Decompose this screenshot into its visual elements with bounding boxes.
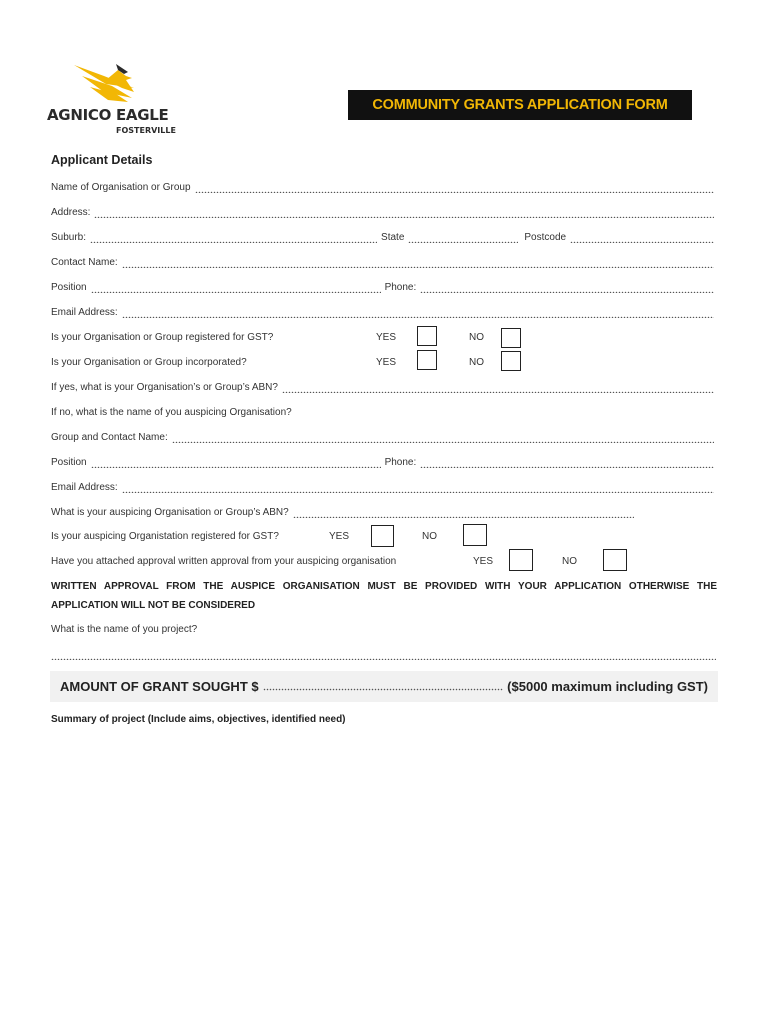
phone-label: Phone:	[384, 282, 417, 293]
project-name-question	[51, 622, 716, 638]
project-name-input-line[interactable]	[51, 651, 716, 660]
agnico-eagle-logo	[46, 62, 178, 140]
position-phone-row	[51, 280, 716, 296]
postcode-input-line[interactable]	[570, 234, 714, 243]
amount-input-line[interactable]	[263, 682, 504, 691]
org-name-field[interactable]	[51, 180, 716, 196]
abn-label: If yes, what is your Organisation’s or Group’s ABN?	[51, 382, 278, 393]
group-contact-field[interactable]	[51, 430, 716, 446]
amount-sought-bar	[50, 671, 718, 702]
auspice-gst-yes-label: YES	[329, 531, 350, 542]
position2-label: Position	[51, 457, 87, 468]
approval-label: Have you attached approval written approval from your auspicing organisation	[51, 556, 397, 567]
approval-yes-checkbox[interactable]	[509, 549, 533, 571]
brand-name: AGNICO EAGLE	[47, 106, 169, 124]
approval-no-checkbox[interactable]	[603, 549, 627, 571]
email-field[interactable]	[51, 305, 716, 321]
postcode-label: Postcode	[524, 232, 567, 243]
email2-field[interactable]	[51, 480, 716, 496]
position-label: Position	[51, 282, 87, 293]
auspice-abn-input-line[interactable]	[293, 509, 634, 518]
org-name-input-line[interactable]	[195, 184, 714, 193]
auspice-gst-no-label: NO	[422, 531, 437, 542]
auspice-question-label: If no, what is the name of you auspicing Organisation?	[51, 407, 292, 418]
group-contact-label: Group and Contact Name:	[51, 432, 168, 443]
group-contact-input-line[interactable]	[172, 434, 714, 443]
auspice-abn-label: What is your auspicing Organisation or Group’s ABN?	[51, 507, 289, 518]
gst-question	[51, 330, 351, 346]
summary-input-area[interactable]	[51, 735, 717, 1005]
eagle-icon	[46, 62, 178, 106]
gst-no-label: NO	[469, 332, 484, 343]
brand-site: FOSTERVILLE	[116, 126, 176, 135]
phone-input-line[interactable]	[420, 284, 714, 293]
email2-label: Email Address:	[51, 482, 118, 493]
incorporated-yes-label: YES	[376, 357, 397, 368]
abn-field[interactable]	[51, 380, 716, 396]
auspice-question	[51, 405, 716, 421]
position-phone-row-2	[51, 455, 716, 471]
incorporated-no-checkbox[interactable]	[501, 351, 521, 371]
approval-warning: WRITTEN APPROVAL FROM THE AUSPICE ORGANISATION MUST BE PROVIDED WITH YOUR APPLICATION OTHERWISE THE APPLICATION WILL NOT BE CONSIDERED	[51, 581, 717, 611]
email-label: Email Address:	[51, 307, 118, 318]
incorporated-yes-checkbox[interactable]	[417, 350, 437, 370]
gst-yes-label: YES	[376, 332, 397, 343]
gst-question-label: Is your Organisation or Group registered for GST?	[51, 332, 274, 343]
suburb-state-postcode-row	[51, 230, 716, 246]
section-heading: Applicant Details	[51, 153, 153, 167]
email2-input-line[interactable]	[122, 484, 714, 493]
approval-no-label: NO	[562, 556, 577, 567]
address-field[interactable]	[51, 205, 716, 221]
phone2-label: Phone:	[384, 457, 417, 468]
amount-label: AMOUNT OF GRANT SOUGHT $	[60, 679, 259, 694]
gst-no-checkbox[interactable]	[501, 328, 521, 348]
suburb-input-line[interactable]	[90, 234, 377, 243]
position-input-line[interactable]	[91, 284, 381, 293]
position2-input-line[interactable]	[91, 459, 381, 468]
contact-name-label: Contact Name:	[51, 257, 118, 268]
gst-yes-checkbox[interactable]	[417, 326, 437, 346]
contact-name-input-line[interactable]	[122, 259, 714, 268]
summary-label: Summary of project (Include aims, objectives, identified need)	[51, 714, 346, 725]
auspice-abn-field[interactable]	[51, 505, 636, 521]
contact-name-field[interactable]	[51, 255, 716, 271]
address-label: Address:	[51, 207, 91, 218]
approval-yes-label: YES	[473, 556, 494, 567]
incorporated-question-label: Is your Organisation or Group incorporated?	[51, 357, 247, 368]
email-input-line[interactable]	[122, 309, 714, 318]
project-name-label: What is the name of you project?	[51, 624, 198, 635]
auspice-gst-label: Is your auspicing Organistation registered for GST?	[51, 531, 279, 542]
phone2-input-line[interactable]	[420, 459, 714, 468]
project-name-field[interactable]	[51, 647, 716, 663]
auspice-gst-no-checkbox[interactable]	[463, 524, 487, 546]
incorporated-question	[51, 355, 351, 371]
form-title: COMMUNITY GRANTS APPLICATION FORM	[348, 90, 692, 120]
state-label: State	[381, 232, 405, 243]
address-input-line[interactable]	[94, 209, 714, 218]
incorporated-no-label: NO	[469, 357, 484, 368]
suburb-label: Suburb:	[51, 232, 87, 243]
auspice-gst-question	[51, 529, 331, 545]
abn-input-line[interactable]	[282, 384, 714, 393]
amount-suffix: ($5000 maximum including GST)	[507, 679, 708, 694]
approval-question	[51, 554, 471, 570]
org-name-label: Name of Organisation or Group	[51, 182, 191, 193]
state-input-line[interactable]	[408, 234, 518, 243]
auspice-gst-yes-checkbox[interactable]	[371, 525, 394, 547]
